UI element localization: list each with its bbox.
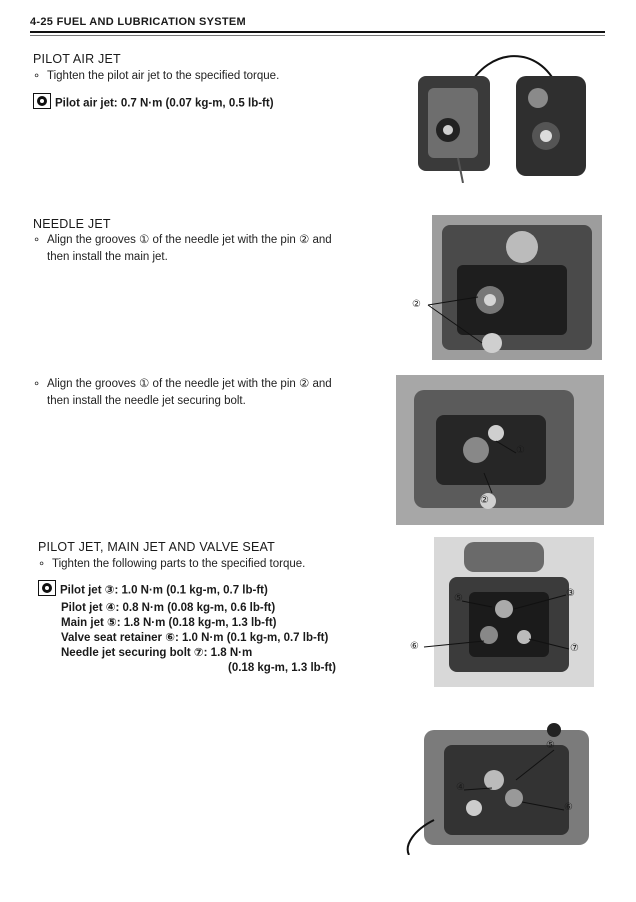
callout-4: ④: [456, 782, 465, 793]
callout-2: ②: [412, 299, 421, 310]
callout-1: ①: [516, 445, 525, 456]
photo-needle-jet-main: [412, 215, 602, 360]
torque-row: Pilot jet ④: 0.8 N·m (0.08 kg-m, 0.6 lb-ft): [61, 602, 276, 614]
callout-3: ③: [566, 588, 575, 599]
callout-6: ⑥: [410, 641, 419, 652]
section-title-pilot-main-valve: PILOT JET, MAIN JET AND VALVE SEAT: [38, 540, 275, 554]
torque-row: Valve seat retainer ⑥: 1.0 N·m (0.1 kg-m, 0.7 lb-ft): [61, 632, 329, 644]
bullet-text: Tighten the following parts to the specified torque.: [52, 558, 306, 570]
bullet-text: Align the grooves ① of the needle jet with the pin ② and: [47, 234, 332, 246]
header-rule-thin: [30, 35, 605, 36]
bullet-pilot-main-valve: ∘ Tighten the following parts to the specified torque.: [38, 558, 306, 570]
section-title-pilot-air-jet: PILOT AIR JET: [33, 52, 121, 66]
torque-text: Pilot jet ③: 1.0 N·m (0.1 kg-m, 0.7 lb-ft): [60, 584, 268, 597]
bullet-text-cont: then install the needle jet securing bolt.: [47, 395, 246, 407]
photo-valve-seat: [394, 537, 606, 687]
bullet-text: Tighten the pilot air jet to the specified torque.: [47, 70, 280, 82]
page-title: 4-25 FUEL AND LUBRICATION SYSTEM: [30, 16, 246, 28]
photo-jets-installed: [404, 720, 604, 855]
callout-6: ⑥: [564, 802, 573, 813]
bullet-text: Align the grooves ① of the needle jet with the pin ② and: [47, 378, 332, 390]
torque-wrench-icon: [33, 93, 51, 114]
torque-row: Main jet ⑤: 1.8 N·m (0.18 kg-m, 1.3 lb-ft): [61, 617, 277, 629]
torque-spec-pilot-air-jet: [33, 93, 274, 114]
photo-needle-jet-bolt: [396, 375, 604, 525]
callout-5: ⑤: [546, 740, 555, 751]
bullet-text-cont: then install the main jet.: [47, 251, 168, 263]
torque-row: Needle jet securing bolt ⑦: 1.8 N·m: [61, 647, 253, 659]
page-header: [30, 12, 605, 34]
photo-pilot-air-jet: [408, 48, 608, 183]
callout-7: ⑦: [570, 643, 579, 654]
torque-wrench-icon: [38, 580, 56, 601]
torque-text: Pilot air jet: 0.7 N·m (0.07 kg-m, 0.5 lb-ft): [55, 97, 274, 110]
callout-2: ②: [480, 495, 489, 506]
torque-spec-list: [38, 580, 336, 676]
bullet-pilot-air-jet: ∘ Tighten the pilot air jet to the specified torque.: [33, 70, 280, 82]
callout-5: ⑤: [454, 593, 463, 604]
bullet-needle-jet-1: ∘ Align the grooves ① of the needle jet with the pin ② and then install the main jet.: [33, 232, 332, 266]
bullet-needle-jet-2: ∘ Align the grooves ① of the needle jet with the pin ② and then install the needle jet securing bolt.: [33, 376, 332, 410]
section-title-needle-jet: NEEDLE JET: [33, 217, 111, 231]
header-rule: [30, 31, 605, 33]
torque-row: [38, 580, 336, 601]
torque-row: (0.18 kg-m, 1.3 lb-ft): [228, 662, 336, 674]
